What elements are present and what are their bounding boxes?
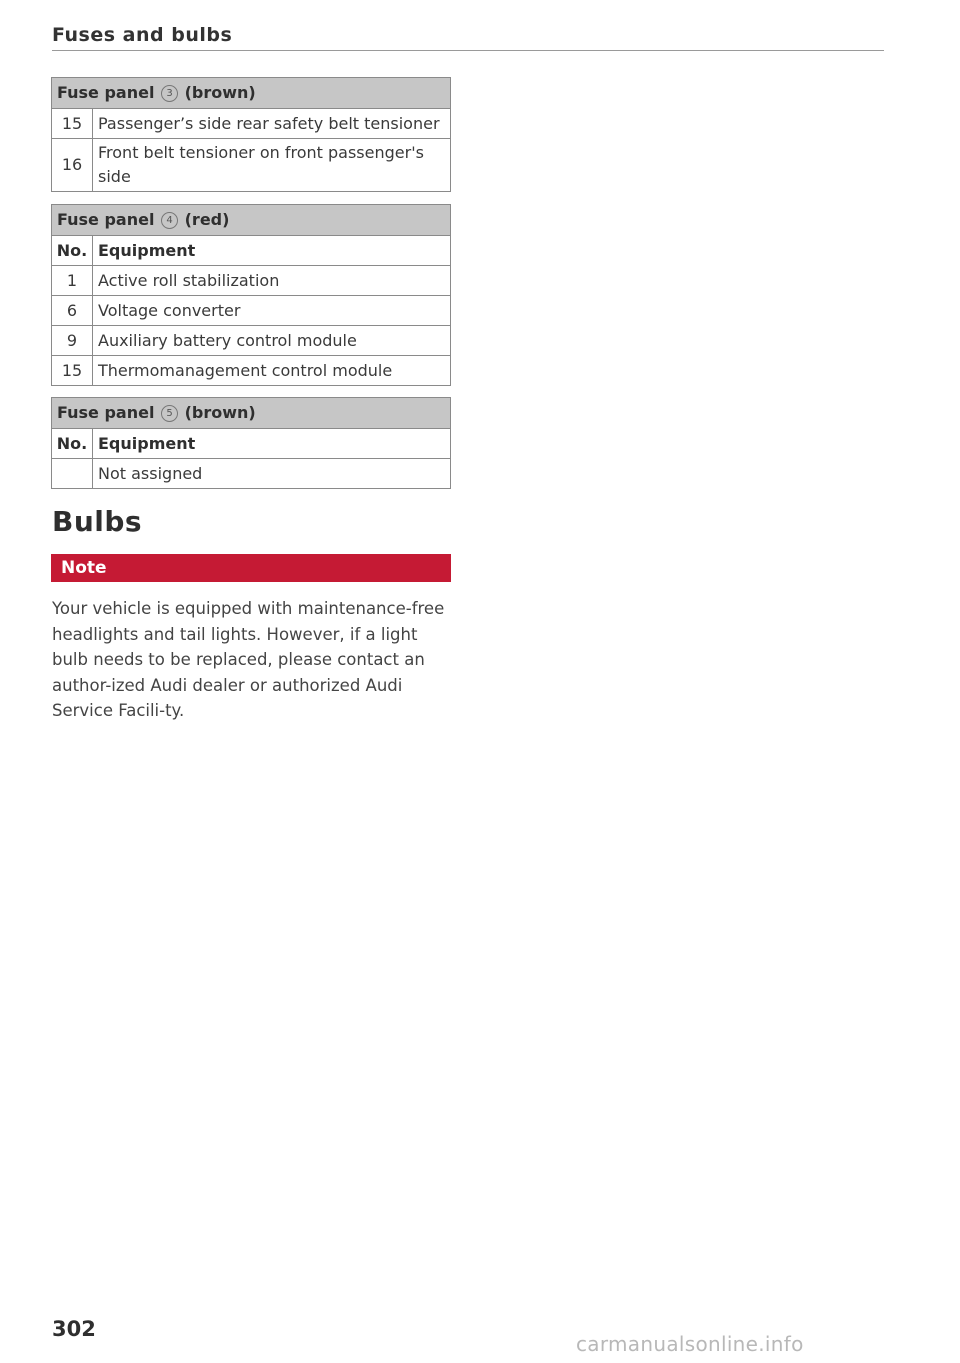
note-text: Your vehicle is equipped with maintenance-free headlights and tail lights. However, if a light bulb needs to be replaced, please contact an author-ized Audi dealer or authorized Audi Service Facili-ty. <box>52 599 445 720</box>
fuse-panel-5-title <box>52 398 451 429</box>
table-header-row <box>52 429 451 459</box>
fuse-panel-3-table <box>51 77 451 192</box>
column-header-equipment: Equipment <box>93 429 451 459</box>
table-row <box>52 326 451 356</box>
fuse-number: 15 <box>52 356 93 386</box>
table-header-row <box>52 236 451 266</box>
bulbs-heading: Bulbs <box>52 505 143 538</box>
fuse-number <box>52 459 93 489</box>
title-suffix: (brown) <box>184 83 256 102</box>
fuse-number: 15 <box>52 109 93 139</box>
fuse-panel-4-table <box>51 204 451 386</box>
table-row <box>52 109 451 139</box>
fuse-panel-4-title <box>52 205 451 236</box>
table-row <box>52 356 451 386</box>
table-title-row <box>52 398 451 429</box>
table-title-row <box>52 205 451 236</box>
fuse-panel-3-title <box>52 78 451 109</box>
page-number: 302 <box>52 1317 96 1341</box>
title-suffix: (brown) <box>184 403 256 422</box>
table-title-row <box>52 78 451 109</box>
note-label-bar: Note <box>51 554 451 582</box>
fuse-equipment: Front belt tensioner on front passenger's side <box>93 139 451 192</box>
title-prefix: Fuse panel <box>57 83 155 102</box>
watermark: carmanualsonline.info <box>576 1332 804 1356</box>
fuse-equipment: Auxiliary battery control module <box>93 326 451 356</box>
section-header <box>52 24 884 51</box>
fuse-equipment: Voltage converter <box>93 296 451 326</box>
table-row <box>52 296 451 326</box>
fuse-equipment: Thermomanagement control module <box>93 356 451 386</box>
fuse-panel-5-table <box>51 397 451 489</box>
title-suffix: (red) <box>184 210 230 229</box>
table-row <box>52 266 451 296</box>
fuse-equipment: Active roll stabilization <box>93 266 451 296</box>
circled-number-icon: 4 <box>161 212 178 229</box>
circled-number-icon: 3 <box>161 85 178 102</box>
column-header-equipment: Equipment <box>93 236 451 266</box>
section-title: Fuses and bulbs <box>52 24 233 46</box>
title-prefix: Fuse panel <box>57 210 155 229</box>
fuse-number: 9 <box>52 326 93 356</box>
fuse-equipment: Not assigned <box>93 459 451 489</box>
title-prefix: Fuse panel <box>57 403 155 422</box>
fuse-number: 1 <box>52 266 93 296</box>
table-row <box>52 139 451 192</box>
column-header-no: No. <box>52 429 93 459</box>
column-header-no: No. <box>52 236 93 266</box>
circled-number-icon: 5 <box>161 405 178 422</box>
fuse-number: 6 <box>52 296 93 326</box>
table-row <box>52 459 451 489</box>
fuse-number: 16 <box>52 139 93 192</box>
fuse-equipment: Passenger’s side rear safety belt tensioner <box>93 109 451 139</box>
